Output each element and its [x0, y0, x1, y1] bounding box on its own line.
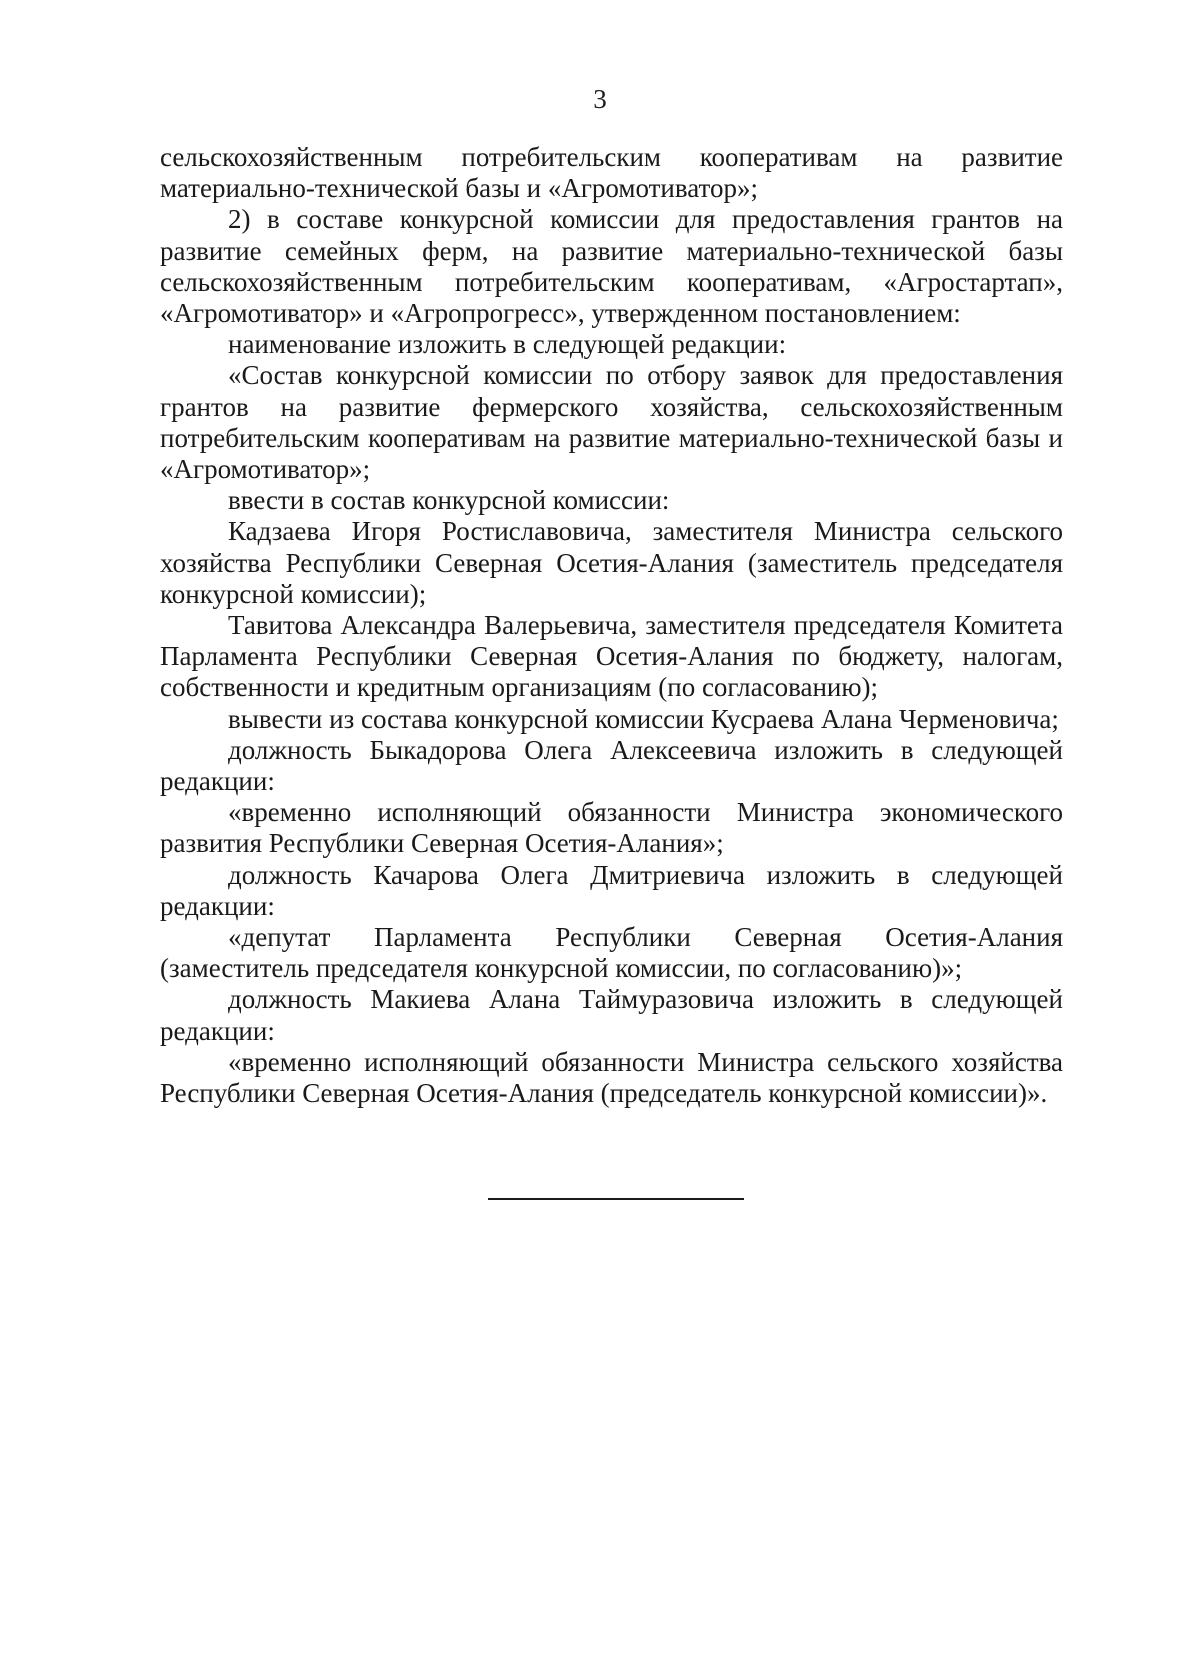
paragraph: наименование изложить в следующей редакции: — [228, 329, 787, 360]
page-number: 3 — [593, 84, 607, 114]
paragraph: Кадзаева Игоря Ростиславовича, заместителя Министра сельского хозяйства Республики Северная Осетия-Алания (заместитель председателя конкурсной комиссии); — [160, 516, 1063, 609]
paragraph: «Состав конкурсной комиссии по отбору заявок для предоставления грантов на развитие фермерского хозяйства, сельскохозяйственным потребительским кооперативам на развитие материально-технической базы и «Агромотиватор»; — [160, 360, 1063, 485]
paragraph: «временно исполняющий обязанности Министра экономического развития Республики Северная Осетия-Алания»; — [160, 797, 1063, 859]
paragraph: ввести в состав конкурсной комиссии: — [228, 485, 670, 516]
paragraph: должность Качарова Олега Дмитриевича изложить в следующей редакции: — [160, 859, 1063, 921]
document-body — [160, 142, 1063, 1109]
paragraph: сельскохозяйственным потребительским кооперативам на развитие материально-технической базы и «Агромотиватор»; — [160, 142, 1063, 204]
paragraph: вывести из состава конкурсной комиссии Кусраева Алана Черменовича; — [228, 703, 1059, 734]
paragraph: должность Быкадорова Олега Алексеевича изложить в следующей редакции: — [160, 734, 1063, 797]
paragraph: Тавитова Александра Валерьевича, заместителя председателя Комитета Парламента Республики Северная Осетия-Алания по бюджету, налогам, собственности и кредитным организациям (по согласованию); — [160, 610, 1063, 703]
paragraph: «депутат Парламента Республики Северная Осетия-Алания (заместитель председателя конкурсной комиссии, по согласованию)»; — [160, 922, 1063, 984]
paragraph: «временно исполняющий обязанности Министра сельского хозяйства Республики Северная Осетия-Алания (председатель конкурсной комиссии)». — [160, 1046, 1063, 1109]
paragraph: 2) в составе конкурсной комиссии для предоставления грантов на развитие семейных ферм, на развитие материально-технической базы сельскохозяйственным потребительским кооперативам, «Агростартап», «Агромотиватор» и «Агропрогресс», утвержденном постановлением: — [160, 204, 1063, 329]
paragraph: должность Макиева Алана Таймуразовича изложить в следующей редакции: — [160, 984, 1063, 1046]
end-divider-line — [488, 1198, 744, 1200]
